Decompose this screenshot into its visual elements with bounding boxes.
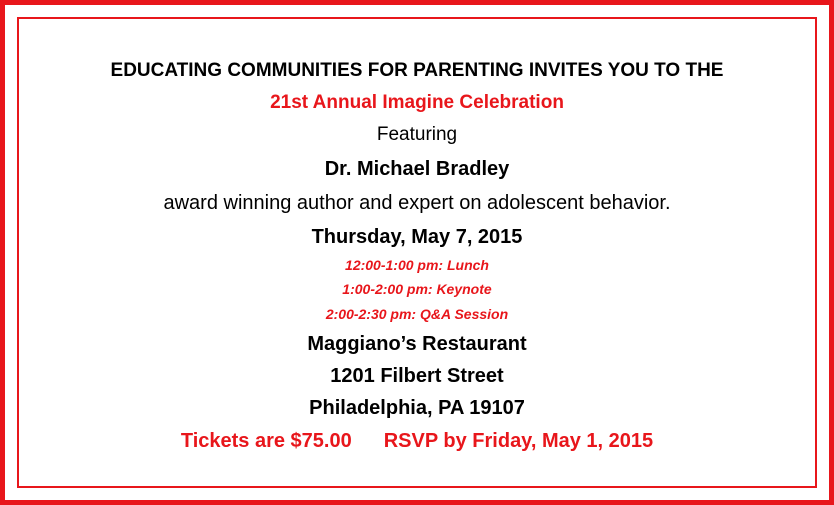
venue-city: Philadelphia, PA 19107 — [309, 397, 525, 419]
schedule-item-lunch: 12:00-1:00 pm: Lunch — [345, 257, 489, 273]
tickets-rsvp-line — [0, 430, 834, 453]
event-date: Thursday, May 7, 2015 — [311, 226, 523, 248]
speaker-description: award winning author and expert on adolescent behavior. — [163, 192, 671, 214]
speaker-name: Dr. Michael Bradley — [324, 158, 510, 180]
venue-name: Maggiano’s Restaurant — [307, 333, 527, 355]
rsvp-deadline: RSVP by Friday, May 1, 2015 — [383, 430, 654, 452]
host-line: EDUCATING COMMUNITIES FOR PARENTING INVITES YOU TO THE — [110, 60, 724, 81]
event-name: 21st Annual Imagine Celebration — [270, 92, 564, 113]
featuring-label: Featuring — [376, 124, 458, 145]
schedule-item-keynote: 1:00-2:00 pm: Keynote — [342, 281, 492, 297]
venue-street: 1201 Filbert Street — [330, 365, 504, 387]
schedule-item-qa: 2:00-2:30 pm: Q&A Session — [325, 306, 509, 322]
ticket-price: Tickets are $75.00 — [180, 430, 352, 452]
